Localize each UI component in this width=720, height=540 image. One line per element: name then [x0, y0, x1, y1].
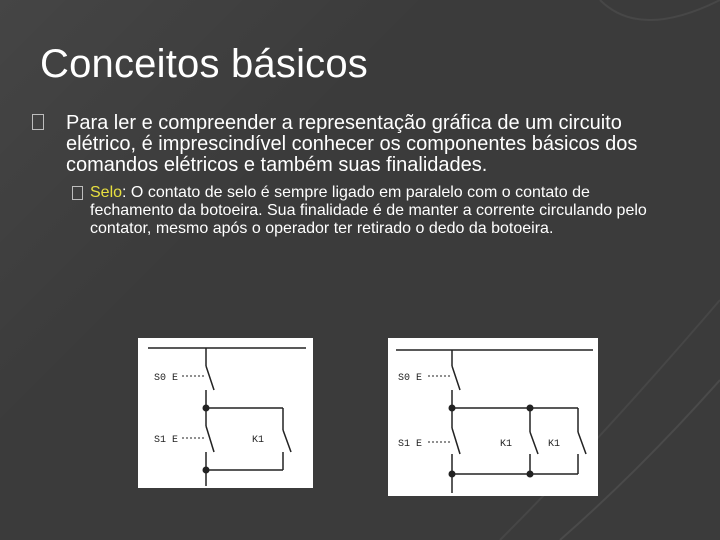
slide-title: Conceitos básicos	[40, 42, 369, 86]
highlight-term: Selo	[90, 184, 123, 201]
label-k1-a: K1	[500, 439, 513, 450]
bullet-icon	[32, 114, 44, 130]
label-s0: S0 E	[154, 373, 179, 384]
bullet-level-1	[32, 113, 692, 176]
label-s0: S0 E	[398, 373, 423, 384]
circuit-diagram-left	[138, 338, 313, 488]
bullet-text	[90, 184, 672, 238]
label-k1-b: K1	[548, 439, 561, 450]
circuit-diagram-right	[388, 338, 598, 496]
label-s1: S1 E	[398, 439, 423, 450]
label-s1: S1 E	[154, 435, 179, 446]
bullet-icon	[72, 186, 83, 200]
bullet-level-2	[72, 184, 672, 238]
label-k1: K1	[252, 435, 265, 446]
bullet-rest-text: : O contato de selo é sempre ligado em paralelo com o contato de fechamento da botoeira. Sua finalidade é de manter a corrente circulando pelo contator, mesmo após o operador ter retirado o dedo da botoeira.	[90, 184, 647, 237]
bullet-text: Para ler e compreender a representação gráfica de um circuito elétrico, é imprescindível conhecer os componentes básicos dos comandos elétricos e também suas finalidades.	[66, 112, 638, 176]
